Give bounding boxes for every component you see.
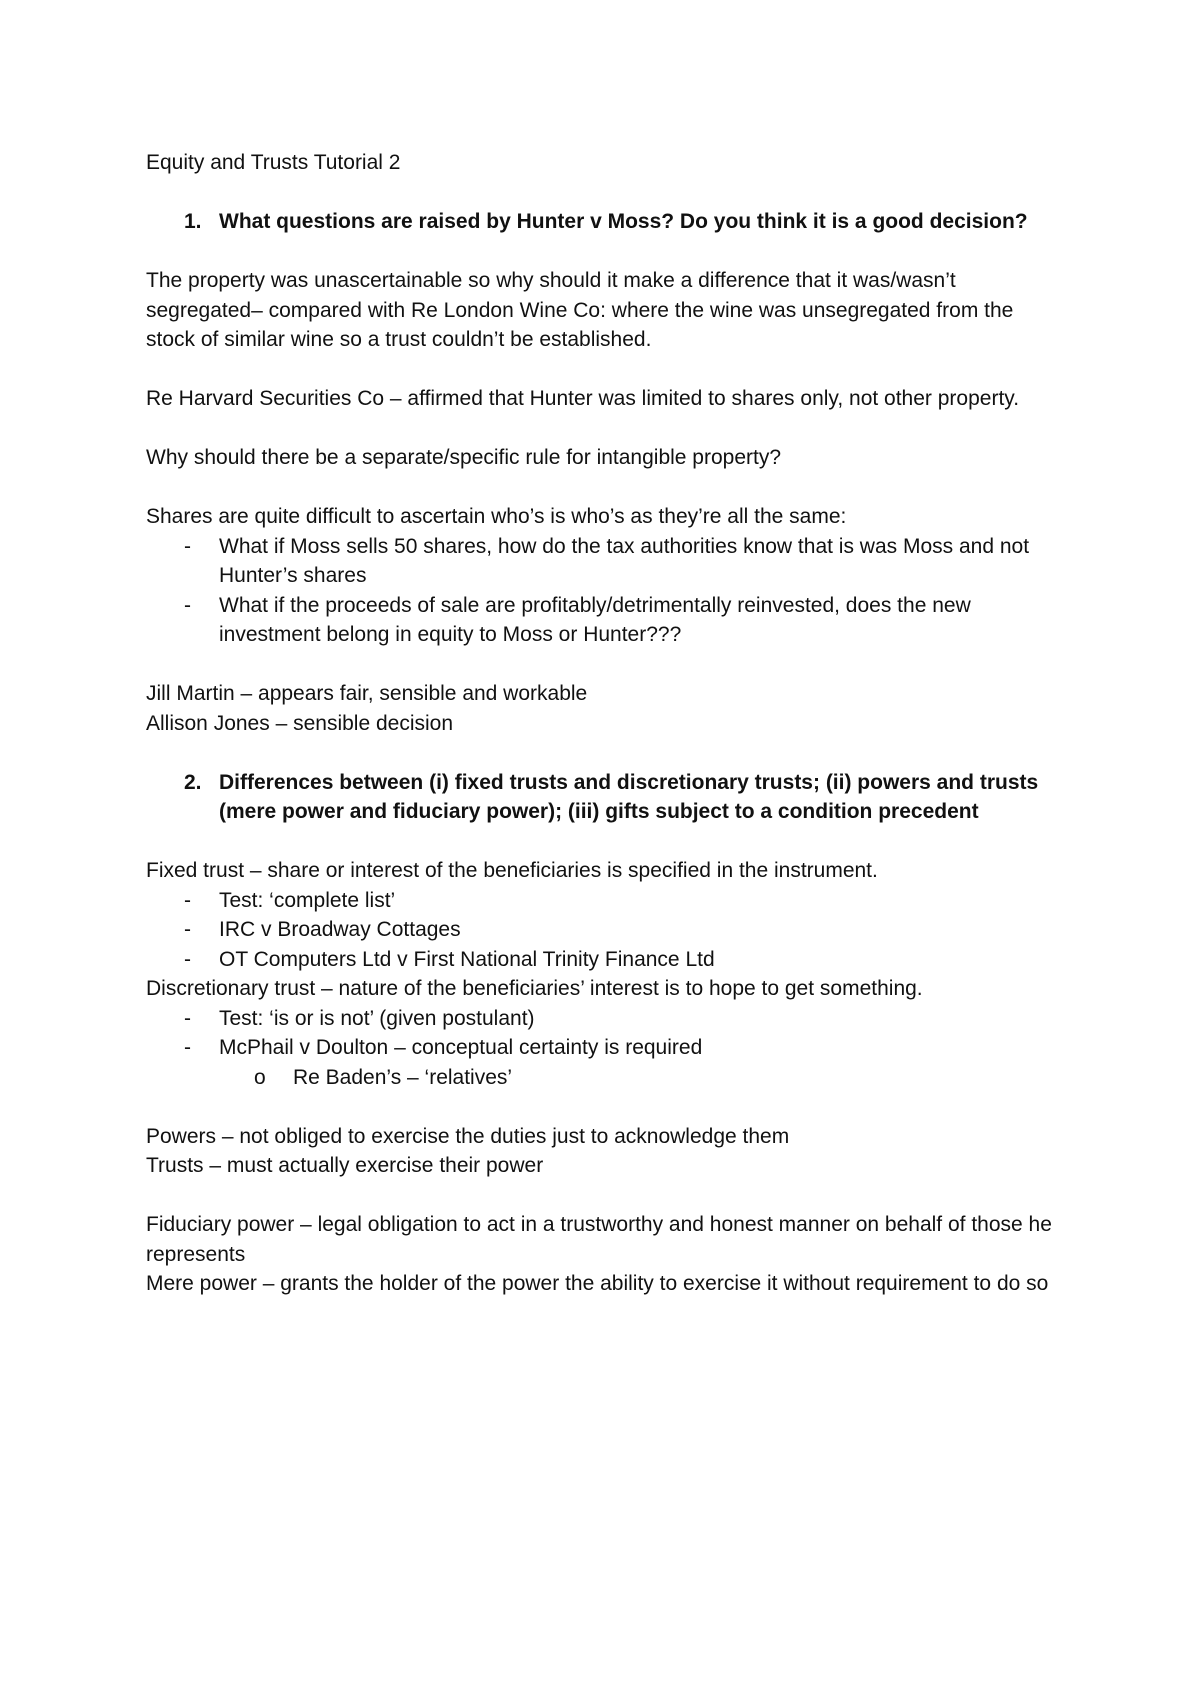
- opinion-allison-jones: Allison Jones – sensible decision: [146, 711, 454, 735]
- dash-bullet-icon: -: [184, 947, 191, 971]
- q1-paragraph-2: Re Harvard Securities Co – affirmed that Hunter was limited to shares only, not other property.: [146, 387, 1020, 410]
- document-page: [146, 148, 1066, 1299]
- mere-power-definition: Mere power – grants the holder of the power the ability to exercise it without requirement to do so: [146, 1272, 1049, 1295]
- opinion-jill-martin: Jill Martin – appears fair, sensible and workable: [146, 682, 588, 705]
- trusts-definition: Trusts – must actually exercise their power: [146, 1154, 544, 1177]
- question-2-text: Differences between (i) fixed trusts and discretionary trusts; (ii) powers and trusts (mere power and fiduciary power); (iii) gifts subject to a condition precedent: [219, 770, 1039, 823]
- sub-list-item: [146, 1063, 1066, 1093]
- list-item-text: McPhail v Doulton – conceptual certainty is required: [219, 1036, 703, 1059]
- list-item-text: Test: ‘is or is not’ (given postulant): [219, 1006, 535, 1030]
- circle-bullet-icon: o: [254, 1065, 266, 1089]
- q1-paragraph-4: Shares are quite difficult to ascertain who’s is who’s as they’re all the same:: [146, 505, 847, 528]
- fixed-trust-definition: Fixed trust – share or interest of the beneficiaries is specified in the instrument.: [146, 859, 878, 882]
- list-item-text: IRC v Broadway Cottages: [219, 918, 461, 941]
- list-item: [146, 915, 1066, 945]
- list-item: [146, 1033, 1066, 1063]
- list-item-text: What if Moss sells 50 shares, how do the tax authorities know that is was Moss and not Hunter’s shares: [219, 534, 1030, 587]
- question-1: [146, 207, 1066, 237]
- dash-bullet-icon: -: [184, 1036, 191, 1059]
- dash-bullet-icon: -: [184, 1006, 191, 1030]
- list-item-text: OT Computers Ltd v First National Trinity Finance Ltd: [219, 947, 715, 971]
- dash-bullet-icon: -: [184, 534, 191, 558]
- document-title: Equity and Trusts Tutorial 2: [146, 151, 401, 174]
- q1-paragraph-1: The property was unascertainable so why should it make a difference that it was/wasn’t segregated– compared with Re London Wine Co: where the wine was unsegregated from the stock of similar wine so a trust couldn’t be established.: [146, 269, 1014, 351]
- list-item-text: What if the proceeds of sale are profitably/detrimentally reinvested, does the new investment belong in equity to Moss or Hunter???: [219, 593, 971, 646]
- powers-definition: Powers – not obliged to exercise the duties just to acknowledge them: [146, 1124, 790, 1148]
- question-1-text: What questions are raised by Hunter v Moss? Do you think it is a good decision?: [219, 210, 1028, 233]
- q1-paragraph-3: Why should there be a separate/specific rule for intangible property?: [146, 446, 782, 469]
- list-item: [146, 591, 1066, 650]
- list-item: [146, 945, 1066, 975]
- list-item: [146, 532, 1066, 591]
- sub-list-item-text: Re Baden’s – ‘relatives’: [293, 1065, 513, 1089]
- question-2-number: 2.: [184, 770, 202, 794]
- list-item: [146, 886, 1066, 916]
- question-1-number: 1.: [184, 210, 202, 233]
- dash-bullet-icon: -: [184, 593, 191, 617]
- list-item: [146, 1004, 1066, 1034]
- dash-bullet-icon: -: [184, 918, 191, 941]
- list-item-text: Test: ‘complete list’: [219, 888, 396, 912]
- question-2: [146, 768, 1066, 827]
- dash-bullet-icon: -: [184, 888, 191, 912]
- discretionary-trust-definition: Discretionary trust – nature of the beneficiaries’ interest is to hope to get something.: [146, 977, 923, 1000]
- fiduciary-power-definition: Fiduciary power – legal obligation to act in a trustworthy and honest manner on behalf of those he represents: [146, 1213, 1052, 1266]
